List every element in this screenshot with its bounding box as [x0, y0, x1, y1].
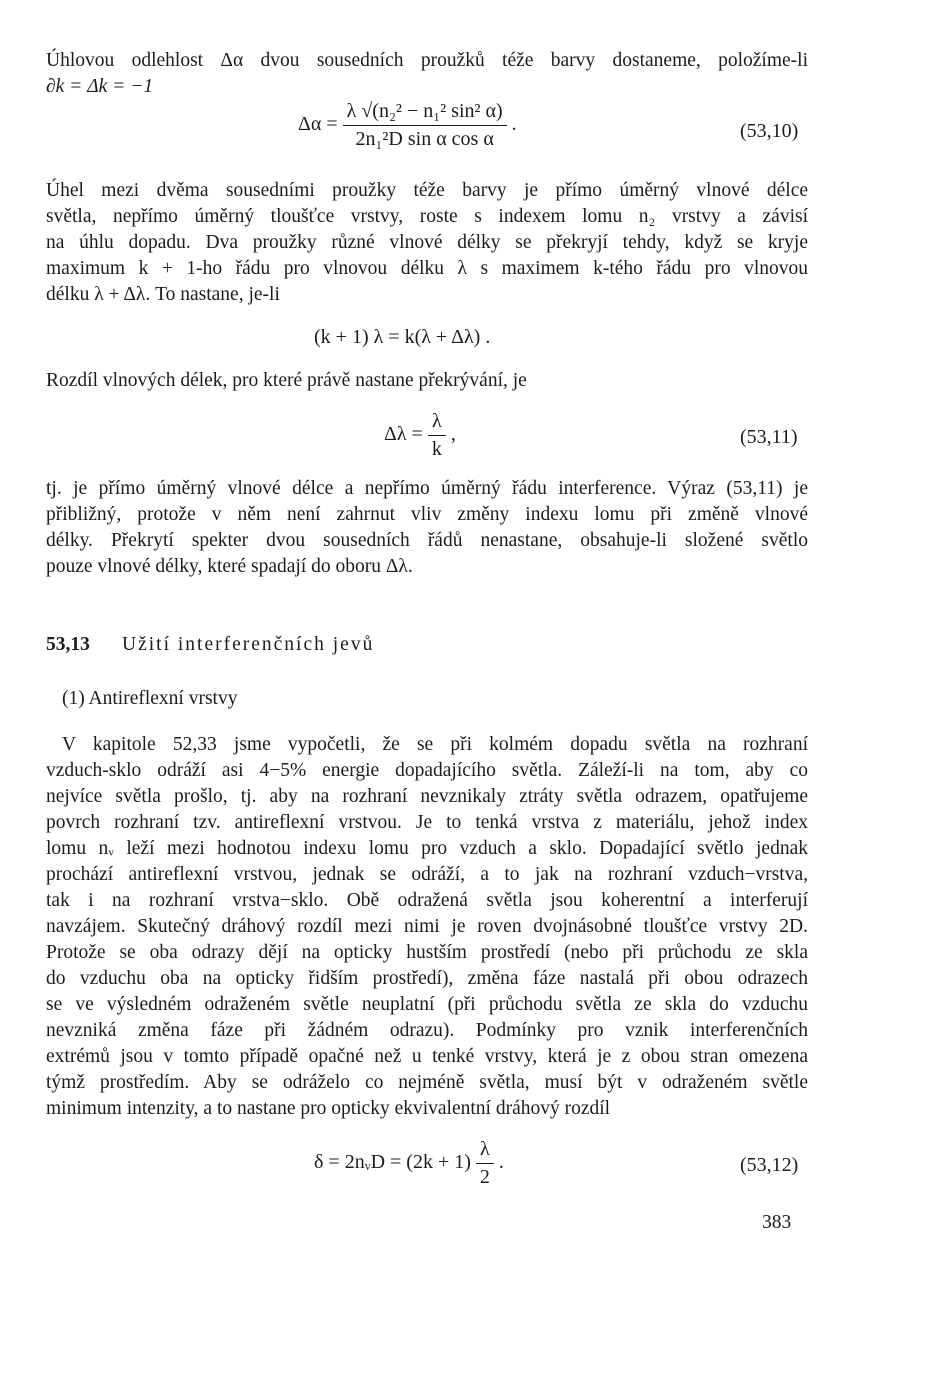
paragraph-approximation	[46, 476, 808, 580]
fraction-denominator: 2n₁²D sin α cos α	[355, 128, 494, 150]
text-line: lomu nᵥ leží mezi hodnotou indexu lomu pro vzduch a sklo. Dopadající světlo jednak	[46, 838, 808, 859]
fraction-denominator: 2	[479, 1166, 490, 1188]
equation-trail: ,	[450, 423, 456, 446]
text-line: přibližný, protože v něm není zahrnut vliv změny indexu lomu při změně vlnové	[46, 504, 808, 525]
equation-trail: .	[498, 1151, 504, 1174]
text-line: tak i na rozhraní vrstva−sklo. Obě odražená světla jsou koherentní a interferují	[46, 890, 808, 911]
text-line: Protože se oba odrazy dějí na opticky hustším prostředí (nebo při průchodu ze skla	[46, 942, 808, 963]
equation-53-10	[298, 100, 517, 151]
text-line: na úhlu dopadu. Dva proužky různé vlnové délky se překryjí tehdy, když se kryje	[46, 232, 808, 253]
text-line: Úhel mezi dvěma sousedními proužky téže barvy je přímo úměrný vlnové délce	[46, 180, 808, 201]
text-line: do vzduchu oba na opticky řidším prostředí), změna fáze nastalá při obou odrazech	[46, 968, 808, 989]
paragraph-wavelength-difference	[46, 368, 808, 394]
paragraph-angular-separation	[46, 48, 808, 100]
text-line: maximum k + 1-ho řádu pro vlnovou délku λ s maximem k-tého řádu pro vlnovou	[46, 258, 808, 279]
paragraph-antireflection	[46, 732, 808, 1122]
text-line: nejvíce světla prošlo, tj. aby na rozhraní nevznikaly ztráty světla odrazem, opatřujeme	[46, 786, 808, 807]
text-line: ∂k = Δk = −1	[46, 76, 154, 97]
text-line: extrémů jsou v tomto případě opačné než u tenké vrstvy, která je z obou stran omezena	[46, 1046, 808, 1067]
equation-lhs: δ = 2nᵥD = (2k + 1)	[314, 1151, 471, 1174]
fraction-numerator: λ	[428, 410, 446, 436]
text-line: tj. je přímo úměrný vlnové délce a nepřímo úměrný řádu interference. Výraz (53,11) je	[46, 478, 808, 499]
equation-lhs: Δλ =	[384, 423, 423, 446]
text-line: pouze vlnové délky, které spadají do oboru Δλ.	[46, 556, 413, 577]
fraction-numerator: λ	[476, 1138, 494, 1164]
equation-label-53-12: (53,12)	[740, 1154, 799, 1176]
equation-53-11	[384, 410, 456, 461]
fraction	[428, 410, 446, 461]
text-line: světla, nepřímo úměrný tloušťce vrstvy, roste s indexem lomu n₂ vrstvy a závisí	[46, 206, 808, 227]
equation-53-12	[314, 1138, 504, 1189]
fraction	[343, 100, 507, 151]
section-number: 53,13	[46, 634, 90, 655]
equation-trail: .	[511, 113, 517, 136]
text-line: týmž prostředím. Aby se odráželo co nejméně světla, musí být v odraženém světle	[46, 1072, 808, 1093]
paragraph-fringe-overlap	[46, 178, 808, 308]
fraction-numerator: λ √(n₂² − n₁² sin² α)	[343, 100, 507, 126]
subsection-title: (1) Antireflexní vrstvy	[62, 688, 238, 709]
text-line: povrch rozhraní tzv. antireflexní vrstvou. Je to tenká vrstva z materiálu, jehož index	[46, 812, 808, 833]
equation-label-53-10: (53,10)	[740, 120, 799, 142]
text-line: délku λ + Δλ. To nastane, je-li	[46, 284, 280, 305]
fraction	[476, 1138, 494, 1189]
text-line: navzájem. Skutečný dráhový rozdíl mezi nimi je roven dvojnásobné tloušťce vrstvy 2D.	[46, 916, 808, 937]
text-line: vzduch-sklo odráží asi 4−5% energie dopadajícího světla. Záleží-li na tom, aby co	[46, 760, 808, 781]
equation-lhs: Δα =	[298, 113, 338, 136]
page-number: 383	[762, 1212, 792, 1233]
text-line: se ve výsledném odraženém světle neuplatní (při průchodu světla ze skla do vzduchu	[46, 994, 808, 1015]
text-line: délky. Překrytí spekter dvou sousedních řádů nenastane, obsahuje-li složené světlo	[46, 530, 808, 551]
text-line: Rozdíl vlnových délek, pro které právě nastane překrývání, je	[46, 370, 527, 391]
text-line: minimum intenzity, a to nastane pro opticky ekvivalentní dráhový rozdíl	[46, 1098, 611, 1119]
equation-overlap-condition: (k + 1) λ = k(λ + Δλ) .	[314, 326, 491, 348]
text-line: Úhlovou odlehlost Δα dvou sousedních proužků téže barvy dostaneme, položíme-li	[46, 50, 808, 71]
text-line: nevzniká změna fáze při žádném odrazu). Podmínky pro vznik interferenčních	[46, 1020, 808, 1041]
text-line: prochází antireflexní vrstvou, jednak se odráží, a to jak na rozhraní vzduch−vrstva,	[46, 864, 808, 885]
fraction-denominator: k	[431, 438, 442, 460]
equation-label-53-11: (53,11)	[740, 426, 798, 448]
section-title: Užití interferenčních jevů	[122, 634, 375, 655]
text-line: V kapitole 52,33 jsme vypočetli, že se při kolmém dopadu světla na rozhraní	[62, 734, 808, 755]
